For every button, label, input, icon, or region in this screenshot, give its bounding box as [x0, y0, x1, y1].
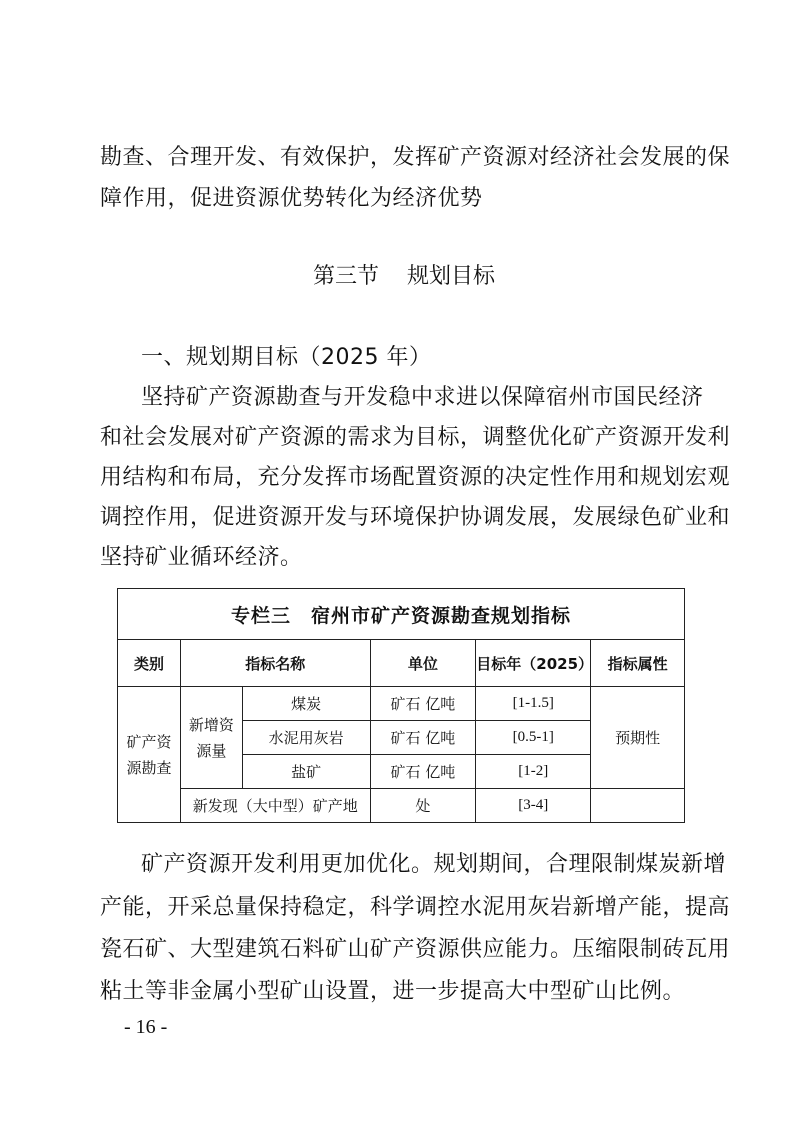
indicator-unit: 处 — [370, 789, 476, 823]
header-category: 类别 — [118, 640, 181, 687]
intro-line-2: 障作用，促进资源优势转化为经济优势 — [100, 186, 483, 211]
table-title: 专栏三 宿州市矿产资源勘查规划指标 — [118, 589, 685, 640]
indicator-target: [0.5-1] — [476, 721, 591, 755]
para1-line-1: 坚持矿产资源勘查与开发稳中求进以保障宿州市国民经济 — [141, 385, 704, 410]
table-row — [118, 687, 685, 721]
para1-line-3: 用结构和布局，充分发挥市场配置资源的决定性作用和规划宏观 — [100, 465, 731, 490]
para2-line-2: 产能，开采总量保持稳定，科学调控水泥用灰岩新增产能，提高 — [100, 895, 731, 920]
attribute-empty-cell — [591, 789, 685, 823]
header-attribute: 指标属性 — [591, 640, 685, 687]
indicator-target: [1-2] — [476, 755, 591, 789]
header-target: 目标年（2025） — [476, 640, 591, 687]
para1-line-2: 和社会发展对矿产资源的需求为目标，调整优化矿产资源开发利 — [100, 425, 731, 450]
indicator-target: [3-4] — [476, 789, 591, 823]
indicator-name: 水泥用灰岩 — [242, 721, 370, 755]
section-title: 规划目标 — [407, 264, 496, 289]
para2-line-3: 瓷石矿、大型建筑石料矿山矿产资源供应能力。压缩限制砖瓦用 — [100, 937, 731, 962]
intro-line-1: 勘查、合理开发、有效保护，发挥矿产资源对经济社会发展的保 — [100, 145, 731, 170]
para2-line-1: 矿产资源开发利用更加优化。规划期间，合理限制煤炭新增 — [141, 852, 727, 877]
indicator-unit: 矿石 亿吨 — [370, 687, 476, 721]
table-row — [118, 789, 685, 823]
indicator-unit: 矿石 亿吨 — [370, 721, 476, 755]
page-number: - 16 - — [124, 1016, 168, 1038]
indicator-name: 煤炭 — [242, 687, 370, 721]
attribute-cell: 预期性 — [591, 687, 685, 789]
para1-line-4: 调控作用，促进资源开发与环境保护协调发展，发展绿色矿业和 — [100, 505, 731, 530]
category-cell: 矿产资源勘查 — [118, 687, 181, 823]
indicator-unit: 矿石 亿吨 — [370, 755, 476, 789]
header-indicator: 指标名称 — [180, 640, 370, 687]
indicator-table — [117, 588, 685, 823]
indicator-name: 新发现（大中型）矿产地 — [180, 789, 370, 823]
group-cell: 新增资源量 — [180, 687, 242, 789]
indicator-name: 盐矿 — [242, 755, 370, 789]
subsection-title: 一、规划期目标（2025 年） — [141, 345, 432, 370]
para2-line-4: 粘土等非金属小型矿山设置，进一步提高大中型矿山比例。 — [100, 979, 686, 1004]
para1-line-5: 坚持矿业循环经济。 — [100, 545, 303, 570]
section-number: 第三节 — [313, 264, 380, 289]
section-heading — [313, 264, 495, 290]
indicator-target: [1-1.5] — [476, 687, 591, 721]
header-unit: 单位 — [370, 640, 476, 687]
